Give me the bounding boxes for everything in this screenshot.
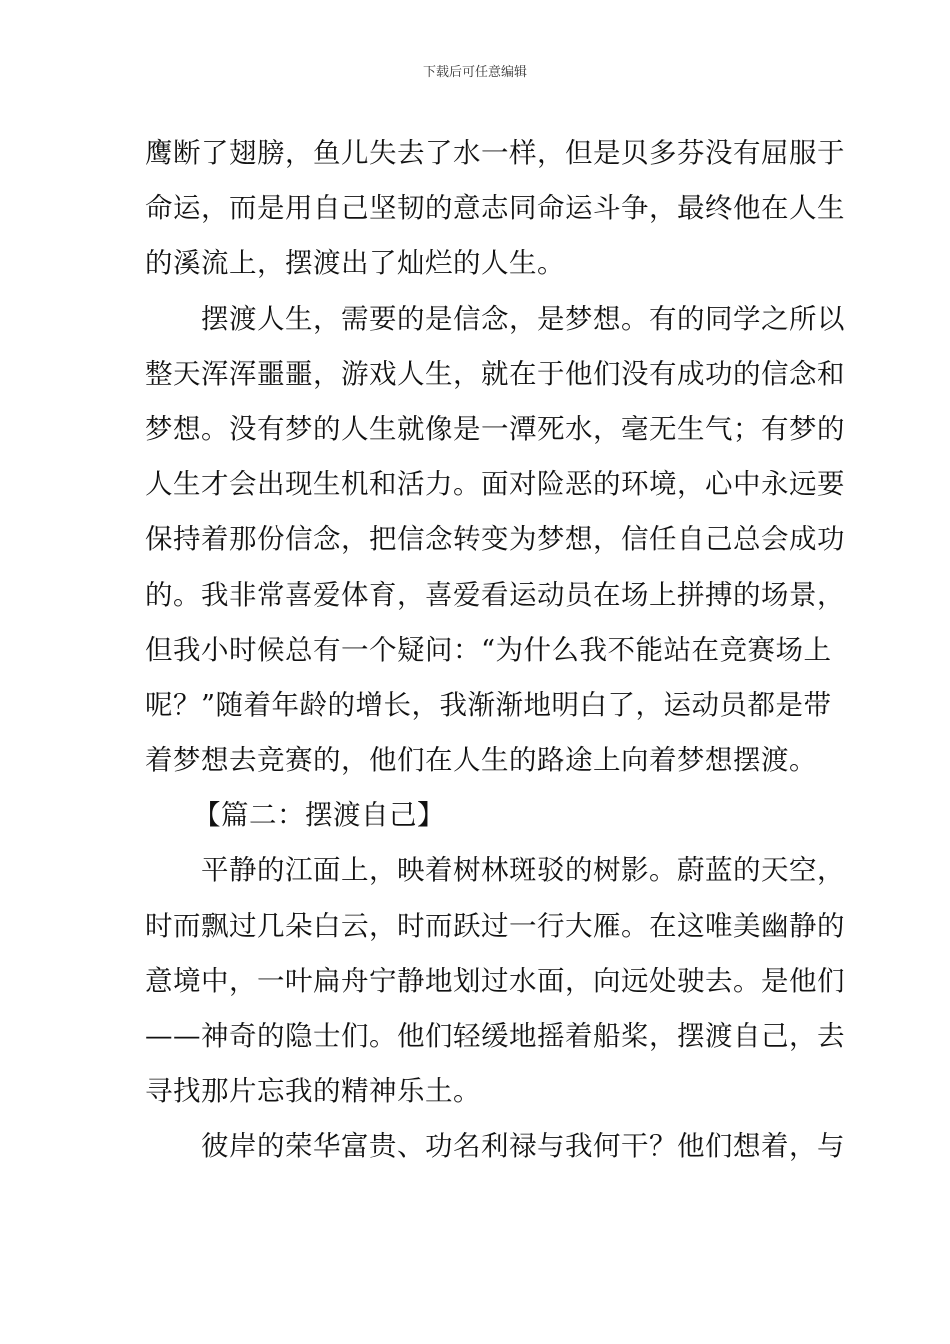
text-line: 保持着那份信念，把信念转变为梦想，信任自己总会成功 [145, 523, 845, 556]
text-line: 寻找那片忘我的精神乐土。 [145, 1075, 481, 1108]
text-line: 的。我非常喜爱体育，喜爱看运动员在场上拼搏的场景， [145, 578, 845, 611]
text-line: 人生才会出现生机和活力。面对险恶的环境，心中永远要 [145, 468, 845, 501]
text-line: 命运，而是用自己坚韧的意志同命运斗争，最终他在人生 [145, 192, 845, 225]
text-line: 整天浑浑噩噩，游戏人生，就在于他们没有成功的信念和 [145, 357, 845, 390]
text-line: 但我小时候总有一个疑问：“为什么我不能站在竞赛场上 [145, 633, 832, 666]
paragraph-first-line: 彼岸的荣华富贵、功名利禄与我何干？他们想着，与 [201, 1130, 845, 1163]
text-line: 梦想。没有梦的人生就像是一潭死水，毫无生气；有梦的 [145, 412, 845, 445]
text-line: 呢？”随着年龄的增长，我渐渐地明白了，运动员都是带 [145, 688, 832, 721]
text-line: 的溪流上，摆渡出了灿烂的人生。 [145, 247, 565, 280]
text-line: 意境中，一叶扁舟宁静地划过水面，向远处驶去。是他们 [145, 964, 845, 997]
paragraph-first-line: 平静的江面上，映着树林斑驳的树影。蔚蓝的天空， [201, 854, 845, 887]
text-line: ——神奇的隐士们。他们轻缓地摇着船桨，摆渡自己，去 [145, 1020, 845, 1052]
text-line: 时而飘过几朵白云，时而跃过一行大雁。在这唯美幽静的 [145, 909, 845, 942]
text-line: 着梦想去竞赛的，他们在人生的路途上向着梦想摆渡。 [145, 744, 817, 777]
document-body [145, 126, 845, 1175]
text-line: 鹰断了翅膀，鱼儿失去了水一样，但是贝多芬没有屈服于 [145, 137, 845, 169]
paragraph-first-line: 摆渡人生，需要的是信念，是梦想。有的同学之所以 [201, 302, 845, 335]
section-heading: 【篇二：摆渡自己】 [193, 799, 445, 832]
page-header: 下载后可任意编辑 [422, 65, 527, 80]
